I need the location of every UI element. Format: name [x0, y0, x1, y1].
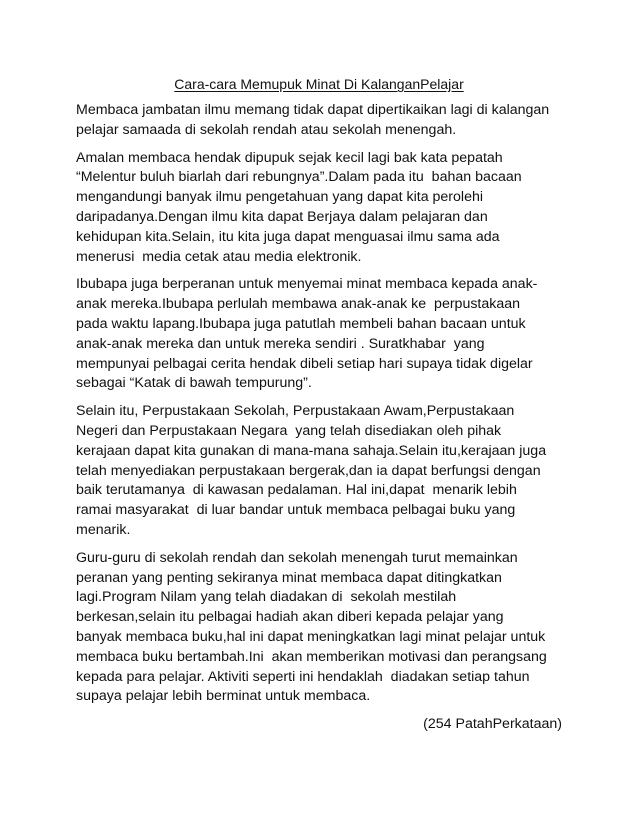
paragraph-line: menarik.: [76, 521, 131, 538]
paragraph-line: telah menyediakan perpustakaan bergerak,dan ia dapat berfungsi dengan: [76, 462, 541, 479]
paragraph-line: lagi.Program Nilam yang telah diadakan di sekolah mestilah: [76, 589, 457, 606]
paragraph-line: supaya pelajar lebih berminat untuk membaca.: [76, 688, 371, 705]
paragraph-line: Guru-guru di sekolah rendah dan sekolah menengah turut memainkan: [76, 549, 518, 566]
paragraph-line: Ibubapa juga berperanan untuk menyemai minat membaca kepada anak-: [76, 276, 538, 293]
paragraph-line: kepada para pelajar. Aktiviti seperti ini hendaklah diadakan setiap tahun: [76, 668, 530, 685]
paragraph: [76, 149, 576, 268]
paragraph: [76, 101, 576, 141]
paragraph-line: banyak membaca buku,hal ini dapat meningkatkan lagi minat pelajar untuk: [76, 628, 546, 645]
paragraph-line: kerajaan dapat kita gunakan di mana-mana sahaja.Selain itu,kerajaan juga: [76, 442, 547, 459]
paragraph-line: daripadanya.Dengan ilmu kita dapat Berjaya dalam pelajaran dan: [76, 208, 488, 225]
paragraph-line: Membaca jambatan ilmu memang tidak dapat dipertikaikan lagi di kalangan: [76, 102, 550, 118]
document-body: [76, 101, 576, 735]
paragraph-line: Amalan membaca hendak dipupuk sejak kecil lagi bak kata pepatah: [76, 149, 503, 166]
paragraph-line: membaca buku bertambah.Ini akan memberikan motivasi dan perangsang: [76, 648, 547, 665]
paragraph-line: ramai masyarakat di luar bandar untuk membaca pelbagai buku yang: [76, 502, 516, 519]
word-count: (254 PatahPerkataan): [423, 716, 562, 733]
paragraph-line: Selain itu, Perpustakaan Sekolah, Perpustakaan Awam,Perpustakaan: [76, 403, 515, 420]
paragraph-line: pelajar samaada di sekolah rendah atau sekolah menengah.: [76, 121, 457, 138]
paragraph-line: sebagai “Katak di bawah tempurung”.: [76, 375, 312, 392]
paragraph: [76, 402, 576, 541]
paragraph: [76, 275, 576, 394]
paragraph-line: anak-anak mereka dan untuk mereka sendiri . Suratkhabar yang: [76, 335, 485, 352]
paragraph: [76, 549, 576, 707]
paragraph-line: menerusi media cetak atau media elektronik.: [76, 248, 362, 265]
paragraph-line: peranan yang penting sekiranya minat membaca dapat ditingkatkan: [76, 569, 502, 586]
paragraph-line: kehidupan kita.Selain, itu kita juga dapat menguasai ilmu sama ada: [76, 228, 500, 245]
paragraph-line: berkesan,selain itu pelbagai hadiah akan diberi kepada pelajar yang: [76, 609, 504, 626]
paragraph-line: baik terutamanya di kawasan pedalaman. Hal ini,dapat menarik lebih: [76, 482, 517, 499]
paragraph-line: mengandungi banyak ilmu pengetahuan yang dapat kita perolehi: [76, 189, 484, 206]
paragraph-line: mempunyai pelbagai cerita hendak dibeli setiap hari supaya tidak digelar: [76, 355, 533, 372]
paragraph-line: anak mereka.Ibubapa perlulah membawa anak-anak ke perpustakaan: [76, 296, 521, 313]
paragraph-line: Negeri dan Perpustakaan Negara yang telah disediakan oleh pihak: [76, 422, 502, 439]
document-title: Cara-cara Memupuk Minat Di KalanganPelajar: [174, 76, 464, 92]
paragraph-line: “Melentur buluh biarlah dari rebungnya”.Dalam pada itu bahan bacaan: [76, 169, 522, 186]
paragraph-line: pada waktu lapang.Ibubapa juga patutlah membeli bahan bacaan untuk: [76, 315, 526, 332]
